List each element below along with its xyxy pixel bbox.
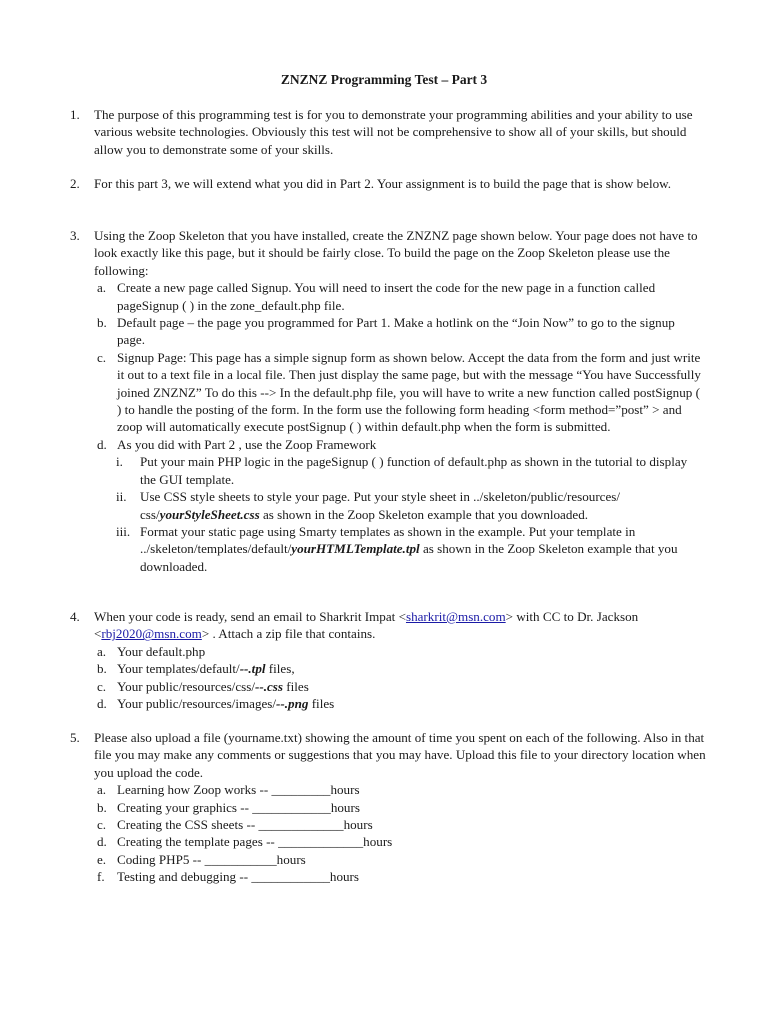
text-run: When your code is ready, send an email to Sharkrit Impat < <box>94 609 406 624</box>
list-item <box>94 799 706 816</box>
list-item-label: b. <box>97 315 107 331</box>
filename: --.tpl <box>239 661 266 677</box>
list-item-text: Put your main PHP logic in the pageSignup ( ) function of default.php as shown in the tutorial to display the GUI template. <box>140 454 688 487</box>
list-item <box>94 833 706 850</box>
text-run: Your public/resources/images/ <box>117 696 277 712</box>
list-item <box>94 436 706 453</box>
list-item-label: e. <box>97 851 107 867</box>
list-item <box>94 678 706 695</box>
text-run: files <box>308 696 335 712</box>
text-run: > . Attach a zip file that contains. <box>201 626 376 642</box>
list-item <box>94 851 706 868</box>
list-item <box>94 868 706 885</box>
list-item-text: As you did with Part 2 , use the Zoop Framework <box>117 436 377 452</box>
section-2-text: For this part 3, we will extend what you did in Part 2. Your assignment is to build the page that is show below. <box>94 176 672 191</box>
filename: yourStyleSheet.css <box>159 506 260 522</box>
list-item-text <box>117 679 309 694</box>
list-item-label: ii. <box>116 489 127 505</box>
list-item-text: Coding PHP5 -- ___________hours <box>117 851 306 867</box>
list-item-text: Create a new page called Signup. You will need to insert the code for the new page in a function called pageSignup ( ) in the zone_default.php file. <box>117 280 656 313</box>
list-item-text: Learning how Zoop works -- _________hours <box>117 782 360 798</box>
list-item-text: Creating the template pages -- _____________hours <box>117 834 393 850</box>
list-item-text: Your default.php <box>117 643 206 659</box>
list-item-label: iii. <box>116 523 131 539</box>
text-run: files, <box>265 661 295 677</box>
list-item-text: Creating your graphics -- ____________hours <box>117 799 360 815</box>
list-item <box>94 781 706 798</box>
section-number: 3. <box>70 228 80 243</box>
list-item-label: b. <box>97 661 107 677</box>
list-item-label: i. <box>116 454 123 470</box>
list-item-text: Signup Page: This page has a simple signup form as shown below. Accept the data from the form and just write it out to a text file in a local file. Then just display the same page, but with the message “You have Successfully joined ZNZNZ” To do this --> In the default.php file, you will have to write a new function called postSignup ( ) to handle the posting of the form. In the form use the following form heading <form method=”post” > and zoop will automatically execute postSignup ( ) within default.php when the form is submitted. <box>117 349 701 435</box>
list-item-text: Default page – the page you programmed for Part 1. Make a hotlink on the “Join Now” to go to the signup page. <box>117 315 675 348</box>
filename: --.css <box>254 678 283 694</box>
list-item-text <box>140 489 620 521</box>
list-item-label: c. <box>97 817 107 833</box>
section-5-intro: Please also upload a file (yourname.txt) showing the amount of time you spent on each of the following. Also in that file you may make any comments or suggestions that you may have. Upload this file to your directory location when you upload the code. <box>94 730 706 780</box>
list-item-text <box>117 661 295 676</box>
list-item <box>94 695 706 712</box>
text-run: Use CSS style sheets to style your page. Put your style sheet in ../skeleton/public/resources/ css/ <box>140 489 621 522</box>
list-item <box>94 523 706 575</box>
list-item-label: a. <box>97 643 107 659</box>
list-item-label: d. <box>97 834 107 850</box>
list-item <box>94 643 706 660</box>
text-run: > with CC to Dr. Jackson < <box>94 609 639 642</box>
section-4 <box>70 608 706 712</box>
section-4-intro <box>94 608 706 643</box>
section-number: 5. <box>70 730 80 745</box>
section-number: 2. <box>70 176 80 191</box>
list-item-label: c. <box>97 678 107 694</box>
list-item <box>94 453 706 488</box>
list-item <box>94 816 706 833</box>
list-item <box>94 660 706 677</box>
list-item-text: Testing and debugging -- ____________hours <box>117 869 360 885</box>
list-item-text: Creating the CSS sheets -- _____________hours <box>117 817 373 833</box>
section-3 <box>70 227 706 575</box>
filename: --.png <box>276 696 309 712</box>
section-number: 1. <box>70 107 80 122</box>
list-item-label: b. <box>97 799 107 815</box>
text-run: Your templates/default/ <box>117 661 240 677</box>
list-item-label: d. <box>97 436 107 452</box>
text-run: Format your static page using Smarty templates as shown in the example. Put your template in ../skeleton/templates/default/ <box>140 523 636 557</box>
email-link-rbj[interactable]: rbj2020@msn.com <box>101 626 202 642</box>
list-item <box>94 314 706 349</box>
text-run: as shown in the Zoop Skeleton example that you downloaded. <box>259 506 589 522</box>
list-item-label: d. <box>97 696 107 712</box>
section-3-intro: Using the Zoop Skeleton that you have installed, create the ZNZNZ page shown below. Your page does not have to look exactly like this page, but it should be fairly close. To build the page on the Zoop Skeleton please use the following: <box>94 228 698 278</box>
list-item-text <box>117 696 334 711</box>
list-item-label: c. <box>97 349 107 365</box>
text-run: files <box>282 678 309 694</box>
section-1-text: The purpose of this programming test is for you to demonstrate your programming abilities and your ability to use various website technologies. Obviously this test will not be comprehensive to show all of your skills, but should allow you to demonstrate some of your skills. <box>94 107 693 157</box>
email-link-sharkrit[interactable]: sharkrit@msn.com <box>405 609 506 624</box>
list-item-label: f. <box>97 869 105 885</box>
text-run: as shown in the Zoop Skeleton example that you downloaded. <box>140 541 678 574</box>
section-5 <box>70 729 706 886</box>
list-item-label: a. <box>97 280 107 296</box>
list-item-label: a. <box>97 782 107 798</box>
list-item <box>94 279 706 314</box>
section-number: 4. <box>70 609 80 624</box>
list-item <box>94 488 706 523</box>
list-item <box>94 349 706 436</box>
section-2 <box>70 175 706 192</box>
filename: yourHTMLTemplate.tpl <box>291 541 420 557</box>
list-item-text <box>140 524 678 574</box>
section-1 <box>70 106 706 158</box>
page-title: ZNZNZ Programming Test – Part 3 <box>280 72 488 87</box>
text-run: Your public/resources/css/ <box>117 678 255 694</box>
